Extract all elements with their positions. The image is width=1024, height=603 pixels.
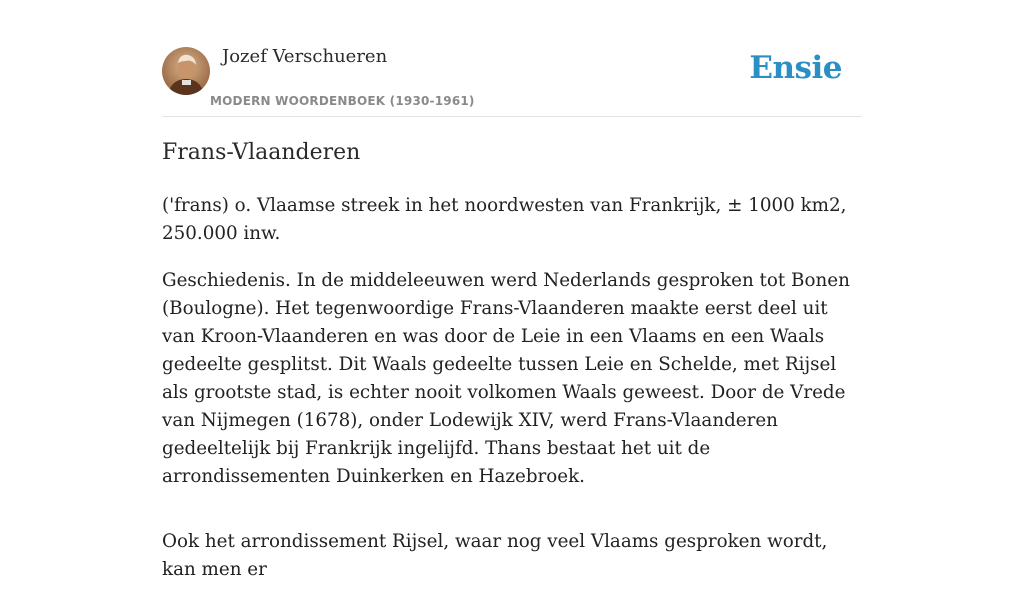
article-paragraph: ('frans) o. Vlaamse streek in het noordwesten van Frankrijk, ± 1000 km2, 250.000 inw. xyxy=(162,195,847,244)
header xyxy=(162,0,862,117)
article-paragraph: Ook het arrondissement Rijsel, waar nog veel Vlaams gesproken wordt, kan men er xyxy=(162,531,828,580)
author-name[interactable]: Jozef Verschueren xyxy=(222,46,388,67)
ensie-logo[interactable]: Ensie xyxy=(749,50,842,86)
source-label[interactable]: MODERN WOORDENBOEK (1930-1961) xyxy=(210,94,475,108)
author-portrait-image xyxy=(162,47,210,95)
article-body xyxy=(162,192,862,603)
author-avatar[interactable] xyxy=(162,47,210,95)
page-title: Frans-Vlaanderen xyxy=(162,140,361,165)
article-paragraph: Geschiedenis. In de middeleeuwen werd Nederlands gesproken tot Bonen (Boulogne). Het tegenwoordige Frans-Vlaanderen maakte eerst deel uit van Kroon-Vlaanderen en was door de Leie in een Vlaams en een Waals gedeelte gesplitst. Dit Waals gedeelte tussen Leie en Schelde, met Rijsel als grootste stad, is echter nooit volkomen Waals geweest. Door de Vrede van Nijmegen (1678), onder Lodewijk XIV, werd Frans-Vlaanderen gedeeltelijk bij Frankrijk ingelijfd. Thans bestaat het uit de arrondissementen Duinkerken en Hazebroek. xyxy=(162,270,850,487)
